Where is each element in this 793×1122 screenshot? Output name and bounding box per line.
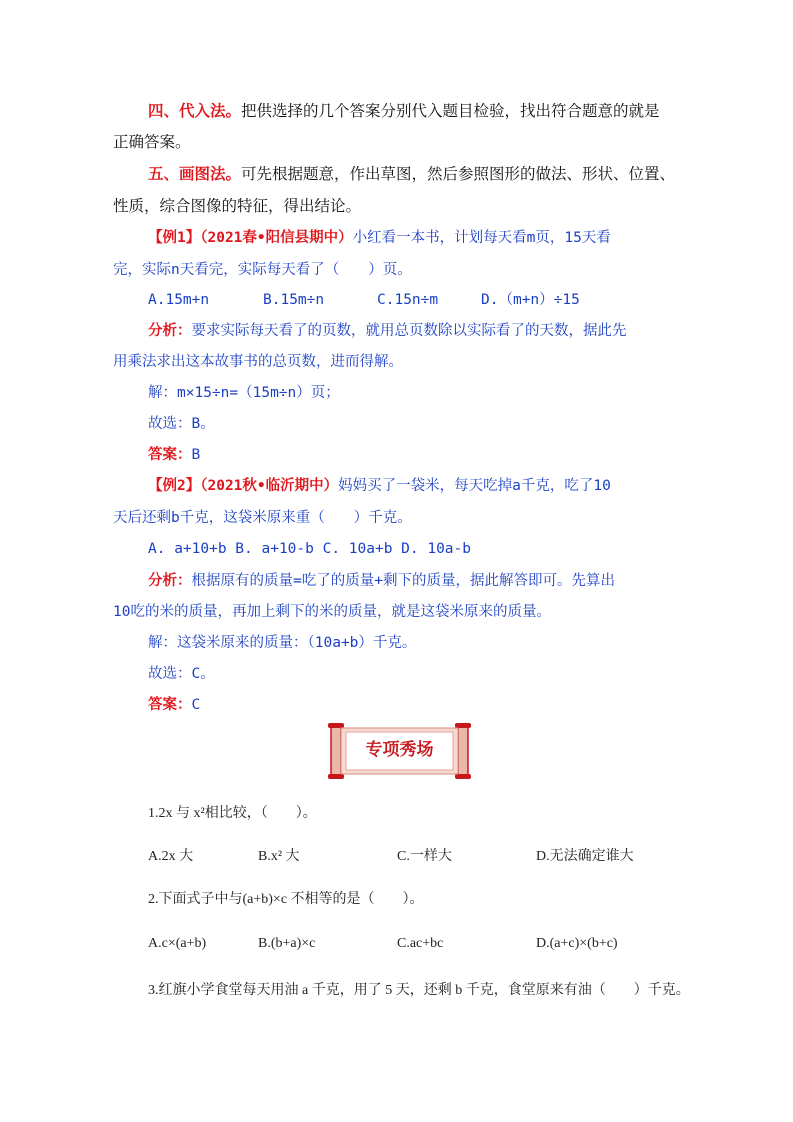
exercise2-option-d: D.(a+c)×(b+c): [536, 936, 618, 951]
method5-line1: [148, 163, 675, 185]
banner-title: 专项秀场: [365, 740, 434, 760]
exercise2-question: 2.下面式子中与(a+b)×c 不相等的是（ ）。: [148, 892, 424, 907]
method5-text1: 可先根据题意，作出草图，然后参照图形的做法、形状、位置、: [241, 165, 676, 183]
exercise1-option-d: D.无法确定谁大: [536, 849, 634, 864]
example1-tag: 【例1】（2021春•阳信县期中）: [148, 230, 353, 246]
method4-line1: [148, 100, 660, 122]
example1-option-a: A.15m+n: [148, 292, 210, 308]
method5-heading: 五、画图法。: [148, 164, 242, 183]
section-banner: [327, 723, 472, 779]
example1-answer: B: [191, 447, 201, 463]
method4-text1: 把供选择的几个答案分别代入题目检验，找出符合题意的就是: [241, 102, 660, 120]
example1-analysis-line1: [148, 320, 627, 342]
example2-analysis2: 10吃的米的质量，再加上剩下的米的质量，就是这袋米原来的质量。: [113, 604, 551, 620]
example1-answer-line: [148, 444, 200, 466]
example2-answer-line: [148, 694, 200, 716]
method4-heading: 四、代入法。: [148, 101, 242, 120]
example2-solution: 解：这袋米原来的质量：（10a+b）千克。: [148, 635, 417, 651]
exercise2-option-a: A.c×(a+b): [148, 936, 207, 951]
example1-q2: 完，实际n天看完，实际每天看了（ ）页。: [113, 262, 412, 278]
example2-answer-label: 答案：: [148, 697, 192, 713]
example1-solution: 解：m×15÷n=（15m÷n）页；: [148, 385, 340, 401]
example2-q2: 天后还剩b千克，这袋米原来重（ ）千克。: [113, 510, 412, 526]
example1-option-d: D.（m+n）÷15: [481, 292, 580, 308]
example2-tag: 【例2】（2021秋•临沂期中）: [148, 478, 339, 494]
example1-q1: 小红看一本书，计划每天看m页，15天看: [352, 230, 611, 246]
example2-analysis-line1: [148, 570, 615, 592]
example1-option-b: B.15m÷n: [263, 292, 325, 308]
example2-question-line1: [148, 475, 611, 497]
exercise2-option-b: B.(b+a)×c: [258, 936, 316, 951]
example2-q1: 妈妈买了一袋米，每天吃掉a千克，吃了10: [338, 478, 611, 494]
example2-choice: 故选：C。: [148, 666, 215, 682]
example1-analysis2: 用乘法求出这本故事书的总页数，进而得解。: [113, 354, 403, 370]
method5-text2: 性质，综合图像的特征，得出结论。: [113, 197, 362, 215]
example1-analysis-label: 分析：: [148, 323, 192, 339]
exercise1-question: 1.2x 与 x²相比较，（ ）。: [148, 806, 317, 821]
exercise1-option-b: B.x² 大: [258, 849, 300, 864]
exercise2-option-c: C.ac+bc: [397, 936, 444, 951]
method4-text2: 正确答案。: [113, 133, 191, 151]
example2-options: A. a+10+b B. a+10-b C. 10a+b D. 10a-b: [148, 541, 472, 557]
example2-answer: C: [191, 697, 201, 713]
example1-option-c: C.15n÷m: [377, 292, 439, 308]
exercise1-option-a: A.2x 大: [148, 849, 194, 864]
exercise3-question: 3.红旗小学食堂每天用油 a 千克，用了 5 天，还剩 b 千克，食堂原来有油（ ）千克。: [148, 983, 690, 998]
example2-analysis1: 根据原有的质量=吃了的质量+剩下的质量，据此解答即可。先算出: [191, 573, 615, 589]
example1-question-line1: [148, 227, 611, 249]
example1-analysis1: 要求实际每天看了的页数，就用总页数除以实际看了的天数，据此先: [191, 323, 627, 339]
exercise1-option-c: C.一样大: [397, 849, 452, 864]
example1-choice: 故选：B。: [148, 416, 215, 432]
example2-analysis-label: 分析：: [148, 573, 192, 589]
example1-answer-label: 答案：: [148, 447, 192, 463]
